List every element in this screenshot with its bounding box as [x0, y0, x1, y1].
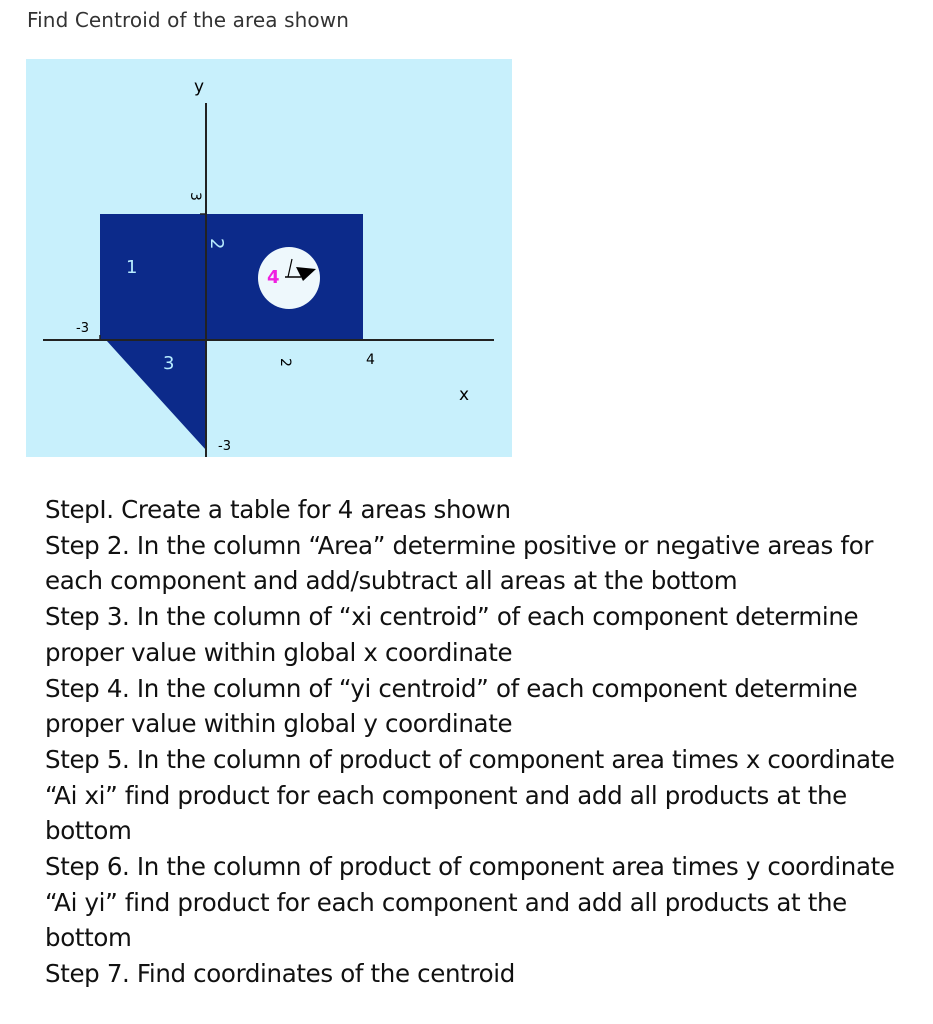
steps-list — [45, 492, 915, 992]
step-7: Step 7. Find coordinates of the centroid — [45, 959, 515, 989]
step-3: Step 3. In the column of “xi centroid” of each component determine proper value within global x coordinate — [45, 602, 859, 667]
region-label-4: 4 — [267, 267, 280, 288]
x-axis-label: x — [459, 385, 470, 405]
tick-label-x-pos: 4 — [366, 352, 375, 368]
rectangle-area — [100, 214, 363, 340]
step-1: StepI. Create a table for 4 areas shown — [45, 495, 511, 524]
tick-label-x-mid: 2 — [277, 358, 293, 367]
centroid-figure — [26, 59, 512, 457]
step-4: Step 4. In the column of “yi centroid” of each component determine proper value within global y coordinate — [45, 673, 858, 739]
tick-label-y-pos: 3 — [187, 192, 203, 201]
region-label-2: 2 — [206, 238, 227, 250]
region-label-1: 1 — [126, 257, 138, 278]
y-axis-label: y — [194, 77, 205, 97]
step-6: Step 6. In the column of product of component area times y coordinate “Ai yi” find product for each component and add all products at the bottom — [45, 852, 895, 953]
tick-label-y-neg: -3 — [218, 439, 231, 454]
figure-svg — [26, 59, 512, 457]
tick-label-x-neg: -3 — [76, 321, 89, 336]
question-title: Find Centroid of the area shown — [27, 8, 349, 32]
step-5: Step 5. In the column of product of component area times x coordinate “Ai xi” find product for each component and add all products at the bottom — [45, 744, 895, 846]
step-2: Step 2. In the column “Area” determine positive or negative areas for each component and add/subtract all areas at the bottom — [45, 530, 874, 596]
region-label-3: 3 — [163, 353, 175, 374]
